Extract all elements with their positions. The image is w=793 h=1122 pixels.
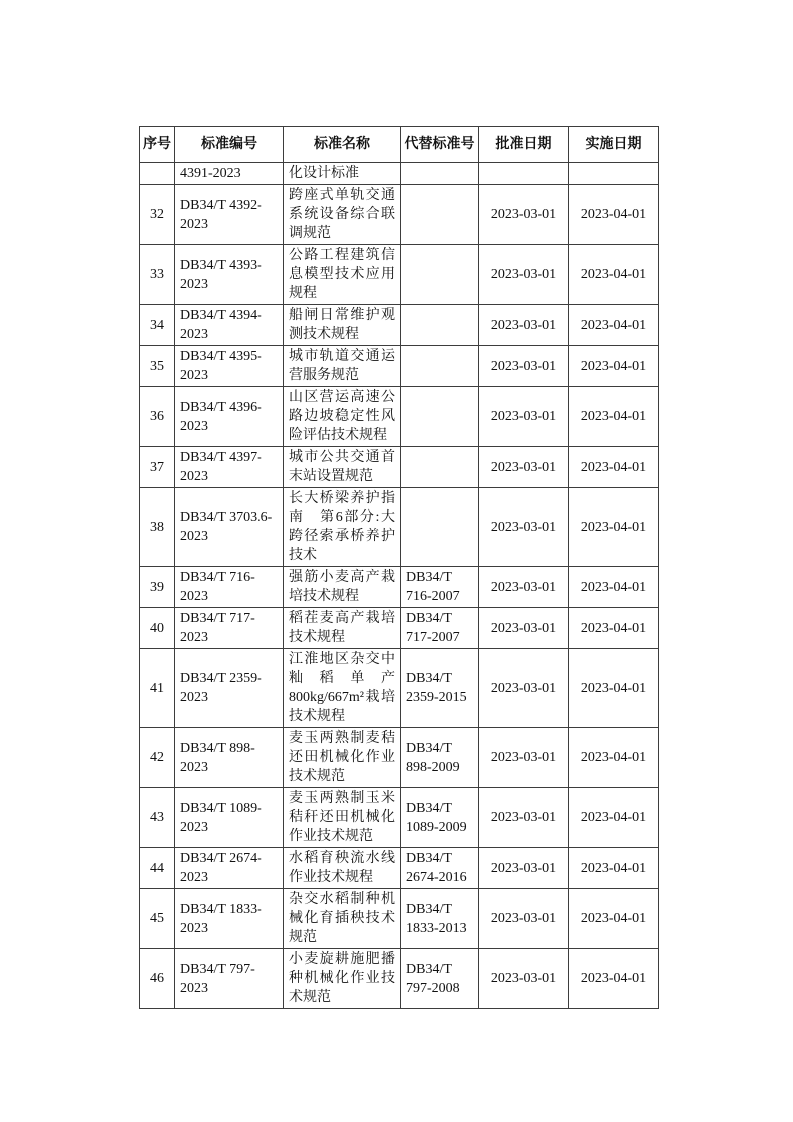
cell-replaced-code: DB34/T 2359-2015: [401, 649, 479, 728]
header-standard-code: 标准编号: [175, 127, 284, 163]
cell-seq-no: 41: [140, 649, 175, 728]
cell-seq-no: 40: [140, 608, 175, 649]
cell-standard-code: DB34/T 4396-2023: [175, 387, 284, 447]
table-row: [140, 447, 659, 488]
cell-standard-name: 化设计标准: [284, 163, 401, 185]
header-seq-no: 序号: [140, 127, 175, 163]
cell-implementation-date: 2023-04-01: [569, 185, 659, 245]
header-implementation-date: 实施日期: [569, 127, 659, 163]
cell-standard-name: 江淮地区杂交中籼稻单产800kg/667m²栽培技术规程: [284, 649, 401, 728]
cell-replaced-code: [401, 245, 479, 305]
cell-approval-date: 2023-03-01: [479, 788, 569, 848]
cell-standard-code: DB34/T 716-2023: [175, 567, 284, 608]
cell-replaced-code: [401, 447, 479, 488]
table-row: [140, 728, 659, 788]
header-replaced-code: 代替标准号: [401, 127, 479, 163]
table-row: [140, 185, 659, 245]
cell-implementation-date: 2023-04-01: [569, 788, 659, 848]
table-row: [140, 889, 659, 949]
cell-standard-name: 麦玉两熟制麦秸还田机械化作业技术规范: [284, 728, 401, 788]
cell-replaced-code: DB34/T 898-2009: [401, 728, 479, 788]
cell-standard-name: 船闸日常维护观测技术规程: [284, 305, 401, 346]
cell-replaced-code: [401, 305, 479, 346]
cell-implementation-date: 2023-04-01: [569, 949, 659, 1009]
cell-replaced-code: [401, 346, 479, 387]
cell-replaced-code: [401, 185, 479, 245]
cell-seq-no: 36: [140, 387, 175, 447]
cell-replaced-code: DB34/T 797-2008: [401, 949, 479, 1009]
cell-standard-code: DB34/T 898-2023: [175, 728, 284, 788]
cell-implementation-date: 2023-04-01: [569, 305, 659, 346]
cell-approval-date: 2023-03-01: [479, 608, 569, 649]
cell-approval-date: 2023-03-01: [479, 649, 569, 728]
cell-approval-date: 2023-03-01: [479, 185, 569, 245]
cell-approval-date: 2023-03-01: [479, 305, 569, 346]
cell-replaced-code: DB34/T 716-2007: [401, 567, 479, 608]
standards-table: [139, 126, 659, 1009]
cell-standard-name: 杂交水稻制种机械化育插秧技术规范: [284, 889, 401, 949]
cell-replaced-code: DB34/T 2674-2016: [401, 848, 479, 889]
cell-approval-date: 2023-03-01: [479, 889, 569, 949]
cell-seq-no: 34: [140, 305, 175, 346]
cell-seq-no: 44: [140, 848, 175, 889]
cell-standard-name: 城市公共交通首末站设置规范: [284, 447, 401, 488]
cell-seq-no: 33: [140, 245, 175, 305]
cell-approval-date: 2023-03-01: [479, 488, 569, 567]
table-row: [140, 848, 659, 889]
cell-approval-date: 2023-03-01: [479, 567, 569, 608]
cell-standard-code: DB34/T 717-2023: [175, 608, 284, 649]
cell-standard-code: DB34/T 1089-2023: [175, 788, 284, 848]
cell-implementation-date: 2023-04-01: [569, 245, 659, 305]
cell-seq-no: 37: [140, 447, 175, 488]
cell-approval-date: 2023-03-01: [479, 447, 569, 488]
cell-standard-code: 4391-2023: [175, 163, 284, 185]
cell-standard-name: 跨座式单轨交通系统设备综合联调规范: [284, 185, 401, 245]
cell-seq-no: 35: [140, 346, 175, 387]
cell-replaced-code: DB34/T 717-2007: [401, 608, 479, 649]
table-row: [140, 163, 659, 185]
cell-approval-date: 2023-03-01: [479, 848, 569, 889]
table-row: [140, 387, 659, 447]
cell-standard-code: DB34/T 4397-2023: [175, 447, 284, 488]
cell-approval-date: 2023-03-01: [479, 346, 569, 387]
cell-implementation-date: 2023-04-01: [569, 488, 659, 567]
cell-implementation-date: 2023-04-01: [569, 889, 659, 949]
cell-replaced-code: [401, 163, 479, 185]
cell-standard-name: 山区营运高速公路边坡稳定性风险评估技术规程: [284, 387, 401, 447]
cell-standard-code: DB34/T 4394-2023: [175, 305, 284, 346]
cell-seq-no: 32: [140, 185, 175, 245]
cell-approval-date: 2023-03-01: [479, 387, 569, 447]
cell-implementation-date: 2023-04-01: [569, 728, 659, 788]
cell-seq-no: 46: [140, 949, 175, 1009]
cell-approval-date: 2023-03-01: [479, 245, 569, 305]
cell-approval-date: 2023-03-01: [479, 728, 569, 788]
cell-standard-name: 稻茬麦高产栽培技术规程: [284, 608, 401, 649]
cell-standard-code: DB34/T 2674-2023: [175, 848, 284, 889]
cell-standard-name: 水稻育秧流水线作业技术规程: [284, 848, 401, 889]
cell-standard-code: DB34/T 4395-2023: [175, 346, 284, 387]
cell-implementation-date: 2023-04-01: [569, 447, 659, 488]
table-row: [140, 346, 659, 387]
cell-implementation-date: [569, 163, 659, 185]
table-row: [140, 488, 659, 567]
cell-standard-code: DB34/T 1833-2023: [175, 889, 284, 949]
cell-implementation-date: 2023-04-01: [569, 848, 659, 889]
cell-standard-code: DB34/T 3703.6-2023: [175, 488, 284, 567]
table-body: [140, 163, 659, 1009]
table-row: [140, 949, 659, 1009]
table-row: [140, 788, 659, 848]
cell-standard-code: DB34/T 4393-2023: [175, 245, 284, 305]
cell-replaced-code: DB34/T 1833-2013: [401, 889, 479, 949]
header-standard-name: 标准名称: [284, 127, 401, 163]
cell-replaced-code: DB34/T 1089-2009: [401, 788, 479, 848]
cell-standard-name: 长大桥梁养护指南 第6部分:大跨径索承桥养护技术: [284, 488, 401, 567]
cell-seq-no: 38: [140, 488, 175, 567]
cell-standard-code: DB34/T 4392-2023: [175, 185, 284, 245]
cell-replaced-code: [401, 488, 479, 567]
cell-seq-no: 39: [140, 567, 175, 608]
cell-replaced-code: [401, 387, 479, 447]
cell-seq-no: [140, 163, 175, 185]
cell-implementation-date: 2023-04-01: [569, 567, 659, 608]
cell-approval-date: 2023-03-01: [479, 949, 569, 1009]
table-row: [140, 649, 659, 728]
cell-standard-name: 公路工程建筑信息模型技术应用规程: [284, 245, 401, 305]
table-row: [140, 305, 659, 346]
cell-approval-date: [479, 163, 569, 185]
cell-standard-name: 强筋小麦高产栽培技术规程: [284, 567, 401, 608]
cell-implementation-date: 2023-04-01: [569, 387, 659, 447]
cell-implementation-date: 2023-04-01: [569, 346, 659, 387]
cell-seq-no: 45: [140, 889, 175, 949]
cell-seq-no: 42: [140, 728, 175, 788]
table-row: [140, 245, 659, 305]
cell-standard-code: DB34/T 797-2023: [175, 949, 284, 1009]
cell-standard-code: DB34/T 2359-2023: [175, 649, 284, 728]
cell-implementation-date: 2023-04-01: [569, 608, 659, 649]
table-row: [140, 567, 659, 608]
header-approval-date: 批准日期: [479, 127, 569, 163]
table-header-row: [140, 127, 659, 163]
cell-standard-name: 小麦旋耕施肥播种机械化作业技术规范: [284, 949, 401, 1009]
table-row: [140, 608, 659, 649]
cell-seq-no: 43: [140, 788, 175, 848]
cell-standard-name: 城市轨道交通运营服务规范: [284, 346, 401, 387]
cell-standard-name: 麦玉两熟制玉米秸秆还田机械化作业技术规范: [284, 788, 401, 848]
cell-implementation-date: 2023-04-01: [569, 649, 659, 728]
